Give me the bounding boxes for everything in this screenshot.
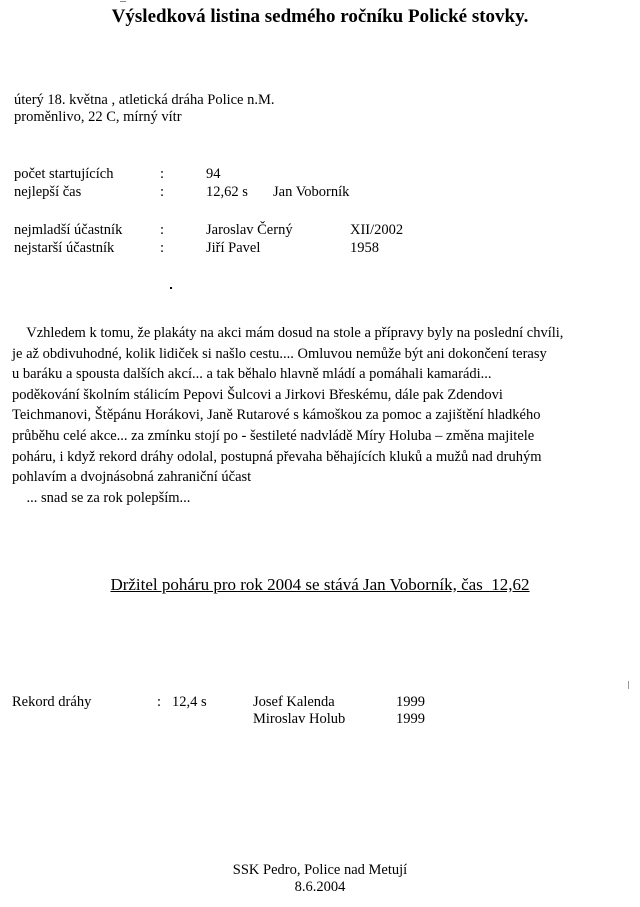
paragraph-line: poháru, i když rekord dráhy odolal, postupná převaha běhajících kluků a mužů nad druhým: [12, 448, 542, 465]
stat-label-starters: počet startujících: [14, 166, 114, 182]
stat-colon: :: [160, 240, 165, 256]
stat-best-time-name: Jan Voborník: [273, 184, 350, 200]
stat-colon: :: [160, 166, 165, 182]
cup-holder-text: Držitel poháru pro rok 2004 se stává Jan Voborník, čas 12,62: [110, 575, 530, 594]
footer-club: SSK Pedro, Police nad Metují: [232, 862, 408, 878]
stat-value-best-time: 12,62 s: [206, 184, 248, 200]
stat-colon: :: [160, 222, 165, 238]
page-title: Výsledková listina sedmého ročníku Polické stovky.: [111, 6, 529, 27]
event-info-line-2: proměnlivo, 22 C, mírný vítr: [14, 109, 182, 125]
paragraph-line: ... snad se za rok polepším...: [12, 489, 191, 506]
footer-date: 8.6.2004: [294, 879, 346, 895]
stray-dot: [628, 681, 629, 689]
stat-oldest-birth: 1958: [350, 240, 379, 256]
paragraph-line: průběhu celé akce... za zmínku stojí po - šestileté nadvládě Míry Holuba – změna majitele: [12, 427, 535, 444]
record-holder-year: 1999: [396, 694, 425, 710]
stat-label-youngest: nejmladší účastník: [14, 222, 123, 238]
paragraph-line: u baráku a spousta dalších akcí... a tak běhalo hlavně mládí a pomáhali kamarádi...: [12, 366, 492, 383]
paragraph-line: pohlavím a dvojnásobná zahraniční účast: [12, 469, 252, 486]
paragraph-line: poděkování školním stálicím Pepovi Šulcovi a Jirkovi Břeskému, dále pak Zdendovi: [12, 386, 503, 403]
event-info-line-1: úterý 18. května , atletická dráha Police n.M.: [14, 92, 275, 108]
cup-holder-line: [0, 575, 640, 595]
record-colon: :: [157, 694, 162, 710]
record-holder-year: 1999: [396, 711, 425, 727]
record-label: Rekord dráhy: [12, 694, 92, 710]
stat-value-oldest: Jiří Pavel: [206, 240, 261, 256]
record-holder-name: Miroslav Holub: [253, 711, 346, 727]
stray-dot: [170, 287, 172, 289]
stat-colon: :: [160, 184, 165, 200]
scan-mark: [120, 1, 126, 2]
stat-value-youngest: Jaroslav Černý: [206, 222, 293, 238]
report-paragraph: [12, 323, 632, 508]
stat-label-oldest: nejstarší účastník: [14, 240, 115, 256]
stat-label-best-time: nejlepší čas: [14, 184, 82, 200]
record-holder-name: Josef Kalenda: [253, 694, 335, 710]
record-time: 12,4 s: [172, 694, 207, 710]
stat-youngest-birth: XII/2002: [350, 222, 404, 238]
paragraph-line: je až obdivuhodné, kolik lidiček si našlo cestu.... Omluvou nemůže být ani dokončení terasy: [12, 345, 547, 362]
stat-value-starters: 94: [206, 166, 221, 182]
paragraph-line: Vzhledem k tomu, že plakáty na akci mám dosud na stole a přípravy byly na poslední chvíli,: [12, 325, 564, 341]
paragraph-line: Teichmanovi, Štěpánu Horákovi, Janě Rutarové s kámoškou za pomoc a zajištění hladkého: [12, 407, 541, 424]
